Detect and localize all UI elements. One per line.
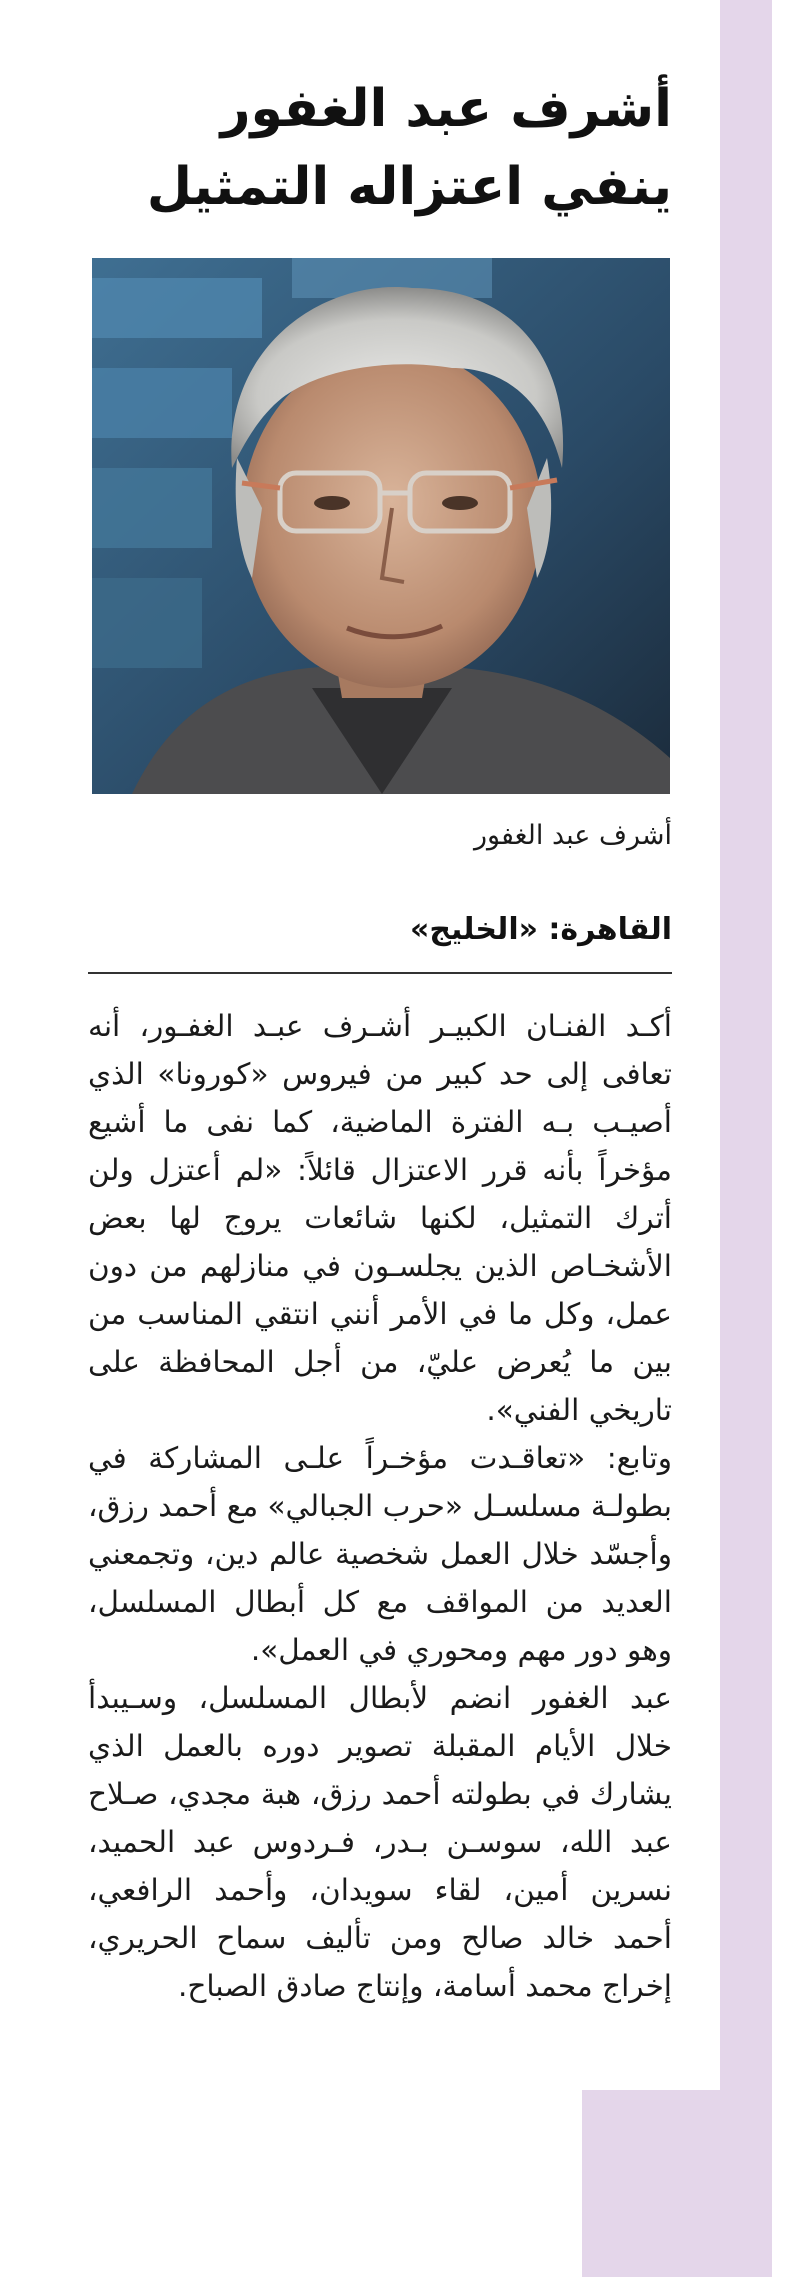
headline-line-1: أشرف عبد الغفور <box>220 79 672 139</box>
byline: القاهرة: «الخليج» <box>409 912 672 947</box>
article <box>88 0 672 2120</box>
photo-caption: أشرف عبد الغفور <box>473 820 672 851</box>
headline-line-2: ينفي اعتزاله التمثيل <box>146 157 672 217</box>
body-paragraph-3: عبد الغفور انضم لأبطال المسلسل، وسـيبدأ خلال الأيام المقبلة تصوير دوره بالعمل الذي يشارك في بطولته أحمد رزق، هبة مجدي، صـلاح عبد الله، سوسـن بـدر، فـردوس عبد الحميد، نسرين أمين، لقاء سويدان، وأحمد الرافعي، أحمد خالد صالح ومن تأليف سماح الحريري، إخراج محمد أسامة، وإنتاج صادق الصباح. <box>88 1681 672 2003</box>
article-body <box>88 1002 672 2010</box>
article-photo <box>92 258 670 794</box>
byline-divider <box>88 972 672 974</box>
headline <box>88 70 672 226</box>
body-paragraph-1: أكـد الفنـان الكبيـر أشـرف عبـد الغفـور، أنه تعافى إلى حد كبير من فيروس «كورونا» الذي أصيـب بـه الفترة الماضية، كما نفى ما أشيع مؤخراً بأنه قرر الاعتزال قائلاً: «لم أعتزل ولن أترك التمثيل، لكنها شائعات يروج لها بعض الأشخـاص الذين يجلسـون في منازلهم من دون عمل، وكل ما في الأمر أنني انتقي المناسب من بين ما يُعرض عليّ، من أجل المحافظة على تاريخي الفني». <box>88 1009 672 1427</box>
body-paragraph-2: وتابع: «تعاقـدت مؤخـراً علـى المشاركة في بطولـة مسلسـل «حرب الجبالي» مع أحمد رزق، وأجسّد خلال العمل شخصية عالم دين، وتجمعني العديد من المواقف مع كل أبطال المسلسل، وهو دور مهم ومحوري في العمل». <box>88 1441 672 1667</box>
